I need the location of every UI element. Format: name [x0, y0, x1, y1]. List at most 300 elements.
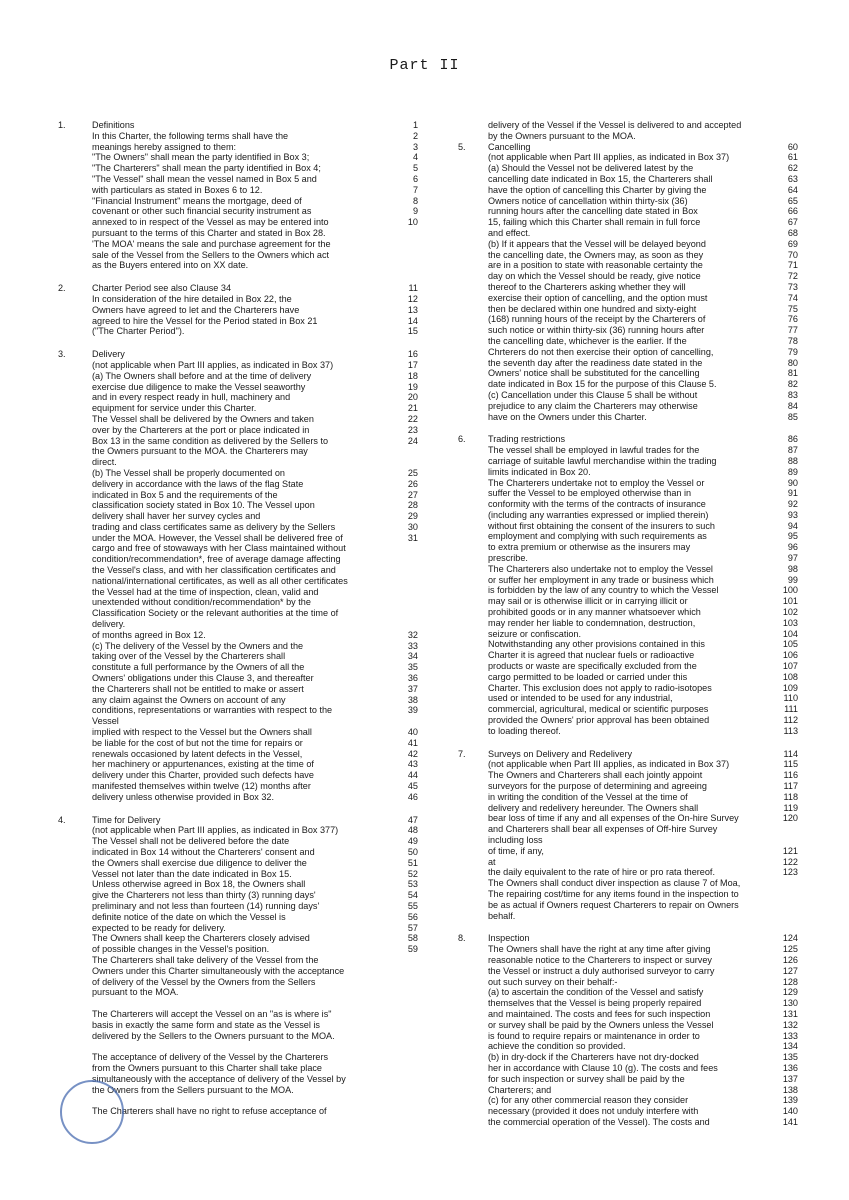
- line-number: 80: [787, 357, 798, 368]
- text-line: (a) Should the Vessel not be delivered latest by the: [488, 163, 694, 174]
- text-line: definite notice of the date on which the Vessel is: [92, 911, 286, 922]
- clause-number: 6.: [458, 434, 466, 445]
- line-number: 103: [782, 617, 798, 628]
- text-line: simultaneously with the acceptance of delivery of the Vessel by: [92, 1073, 346, 1084]
- text-line: implied with respect to the Vessel but the Owners shall: [92, 727, 312, 738]
- text-line: have the option of cancelling this Charter by giving the: [488, 184, 707, 195]
- text-line: the cancelling date, the Owners may, as soon as they: [488, 249, 704, 260]
- line-number: 14: [407, 315, 418, 326]
- page-title: Part II: [389, 57, 460, 74]
- text-line: Owners notice of cancellation within thirty-six (36): [488, 195, 688, 206]
- text-line: Owners' obligations under this Clause 3, and thereafter: [92, 673, 314, 684]
- text-line: behalf.: [488, 910, 516, 921]
- text-line: expected to be ready for delivery.: [92, 922, 226, 933]
- text-line: may sail or is otherwise illicit or in carrying illicit or: [488, 596, 688, 607]
- text-line: Chrterers do not then exercise their option of cancelling,: [488, 346, 714, 357]
- line-number: 119: [783, 802, 798, 813]
- line-number: 18: [407, 370, 418, 381]
- line-number: 69: [787, 238, 798, 249]
- text-line: is forbidden by the law of any country to which the Vessel: [488, 585, 719, 596]
- text-line: the commercial operation of the Vessel). The costs and: [488, 1116, 710, 1127]
- line-number: 90: [787, 477, 798, 488]
- text-line: equipment for service under this Charter.: [92, 403, 257, 414]
- text-line: prohibited goods or in any manner whatsoever which: [488, 607, 701, 618]
- text-line: used or intended to be used for any industrial,: [488, 693, 673, 704]
- text-line: of time, if any,: [488, 845, 544, 856]
- line-number: 102: [782, 607, 798, 618]
- text-line: thereof to the Charterers asking whether they will: [488, 281, 686, 292]
- line-number: 98: [787, 563, 798, 574]
- line-number: 108: [782, 671, 798, 682]
- line-number: [382, 260, 418, 271]
- line-number: [382, 239, 418, 250]
- line-number: [382, 619, 418, 630]
- text-line: direct.: [92, 457, 117, 468]
- clause-text: [92, 815, 382, 1117]
- line-number: 140: [782, 1106, 798, 1117]
- text-line: Owners have agreed to let and the Charterers have: [92, 304, 300, 315]
- broker-stamp: [60, 1080, 124, 1144]
- line-number: 105: [782, 639, 798, 650]
- text-line: (not applicable when Part III applies, as indicated in Box 37): [488, 152, 730, 163]
- clause-4: [58, 815, 453, 1117]
- line-number: 26: [407, 478, 418, 489]
- text-line: taking over of the Vessel by the Charterers shall: [92, 651, 286, 662]
- text-line: Box 13 in the same condition as delivered by the Sellers to: [92, 435, 329, 446]
- text-line: Delivery: [92, 349, 125, 360]
- line-number: 130: [782, 998, 798, 1009]
- line-number: [382, 554, 418, 565]
- text-line: classification society stated in Box 10. The Vessel upon: [92, 500, 315, 511]
- line-number: 62: [787, 163, 798, 174]
- text-line: the Vessel had at the time of inspection, clean, valid and: [92, 586, 319, 597]
- text-line: delivered by the Sellers to the Owners pursuant to the MOA.: [92, 1030, 335, 1041]
- text-line: agreed to hire the Vessel for the Period stated in Box 21: [92, 315, 318, 326]
- text-line: Charterers; and: [488, 1084, 552, 1095]
- line-number: 117: [783, 781, 798, 792]
- text-line: over by the Charterers at the port or place indicated in: [92, 424, 310, 435]
- left-column: [58, 120, 453, 1129]
- line-number: 101: [782, 596, 798, 607]
- text-line: (not applicable when Part III applies, as indicated in Box 377): [92, 825, 339, 836]
- text-line: Trading restrictions: [488, 434, 565, 445]
- text-line: (b) If it appears that the Vessel will be delayed beyond: [488, 238, 706, 249]
- text-line: carriage of suitable lawful merchandise within the trading: [488, 455, 717, 466]
- line-number: 41: [407, 737, 418, 748]
- line-number: 31: [407, 532, 418, 543]
- line-number: 110: [783, 693, 798, 704]
- text-line: cargo permitted to be loaded or carried under this: [488, 671, 688, 682]
- text-line: The Charterers undertake not to employ the Vessel or: [488, 477, 705, 488]
- line-number: 25: [407, 467, 418, 478]
- text-line: exercise due diligence to make the Vessel seaworthy: [92, 381, 306, 392]
- clause-2: [58, 283, 453, 337]
- text-line: the Owners from the Sellers pursuant to the MOA.: [92, 1084, 294, 1095]
- text-line: The Charterers shall take delivery of the Vessel from the: [92, 954, 319, 965]
- line-number: 29: [407, 511, 418, 522]
- line-number: 39: [407, 705, 418, 716]
- line-number: 38: [407, 694, 418, 705]
- text-line: give the Charterers not less than thirty (3) running days': [92, 890, 316, 901]
- line-number: 52: [407, 868, 418, 879]
- text-line: indicated in Box 14 without the Charterers' consent and: [92, 847, 315, 857]
- line-number: 11: [408, 283, 418, 294]
- text-line: delivery under this Charter, provided such defects have: [92, 770, 314, 781]
- text-line: conformity with the terms of the contracts of insurance: [488, 499, 706, 510]
- line-number: 122: [782, 856, 798, 867]
- text-line: Inspection: [488, 933, 530, 944]
- clause-8: [458, 933, 798, 1127]
- text-line: themselves that the Vessel is being properly repaired: [488, 998, 702, 1009]
- line-number: 33: [407, 640, 418, 651]
- line-number: 131: [782, 1008, 798, 1019]
- line-number: 2: [412, 130, 418, 141]
- text-line: The repairing cost/time for any items found in the inspection to: [488, 888, 739, 899]
- line-number: [762, 900, 798, 911]
- text-line: (not applicable when Part III applies, as indicated in Box 37): [92, 359, 334, 370]
- line-number: 134: [782, 1041, 798, 1052]
- text-line: delivery and redelivery hereunder. The Owners shall: [488, 802, 699, 813]
- clause-text: [488, 142, 762, 423]
- line-number: [382, 1085, 418, 1096]
- line-number: 106: [782, 650, 798, 661]
- text-line: unextended without condition/recommendation* by the: [92, 597, 311, 608]
- line-number: 9: [412, 206, 418, 217]
- line-number: 55: [407, 900, 418, 911]
- text-line: indicated in Box 5 and the requirements of the: [92, 489, 278, 500]
- line-number: 123: [782, 867, 798, 878]
- line-number: 1: [412, 120, 418, 130]
- text-line: the Owners shall exercise due diligence to deliver the: [92, 857, 307, 868]
- clause-text: [92, 349, 382, 802]
- line-number: 13: [407, 304, 418, 315]
- line-numbers: [382, 283, 418, 337]
- line-number: [382, 457, 418, 468]
- text-line: [92, 1041, 382, 1052]
- text-line: pursuant to the MOA.: [92, 987, 179, 998]
- line-numbers: [382, 349, 418, 802]
- text-line: or suffer her employment in any trade or business which: [488, 574, 714, 585]
- text-line: surveyors for the purpose of determining and agreeing: [488, 781, 707, 792]
- line-number: [382, 1031, 418, 1042]
- text-line: day on which the Vessel should be ready, give notice: [488, 271, 701, 282]
- text-line: Owners' notice shall be substituted for the cancelling: [488, 368, 700, 379]
- line-number: 24: [407, 435, 418, 446]
- line-number: 137: [782, 1073, 798, 1084]
- text-line: to loading thereof.: [488, 725, 561, 736]
- text-line: the Vessel or instruct a duly authorised surveyor to carry: [488, 965, 715, 976]
- line-number: [762, 835, 798, 846]
- line-numbers: [762, 434, 798, 736]
- text-line: manifested themselves within twelve (12) months after: [92, 781, 311, 792]
- line-number: 139: [782, 1095, 798, 1106]
- line-number: [382, 998, 418, 1009]
- text-line: The Owners shall keep the Charterers closely advised: [92, 933, 310, 944]
- line-number: 57: [407, 922, 418, 933]
- text-line: trading and class certificates same as delivery by the Sellers: [92, 521, 336, 532]
- text-line: in writing the condition of the Vessel at the time of: [488, 791, 688, 802]
- line-number: 4: [412, 152, 418, 163]
- text-line: The Owners shall conduct diver inspection as clause 7 of Moa,: [488, 878, 741, 889]
- line-number: 75: [787, 303, 798, 314]
- line-number: 34: [407, 651, 418, 662]
- line-number: 54: [407, 890, 418, 901]
- text-line: Surveys on Delivery and Redelivery: [488, 748, 633, 759]
- text-line: delivery in accordance with the laws of the flag State: [92, 478, 304, 489]
- text-line: cargo and free of stowaways with her Class maintained without: [92, 543, 346, 554]
- line-number: 19: [407, 381, 418, 392]
- text-line: (c) The delivery of the Vessel by the Owners and the: [92, 640, 304, 651]
- line-number: 113: [783, 725, 798, 736]
- text-line: and maintained. The costs and fees for such inspection: [488, 1008, 711, 1019]
- line-number: 133: [782, 1030, 798, 1041]
- text-line: (168) running hours of the receipt by the Charterers of: [488, 314, 706, 325]
- clause-text: [488, 434, 762, 736]
- line-number: 138: [782, 1084, 798, 1095]
- clause-number: 4.: [58, 814, 66, 825]
- line-number: 135: [782, 1052, 798, 1063]
- text-line: In this Charter, the following terms shall have the: [92, 130, 289, 141]
- text-line: such notice or within thirty-six (36) running hours after: [488, 325, 705, 336]
- line-number: 132: [782, 1019, 798, 1030]
- text-line: commercial, agricultural, medical or scientific purposes: [488, 704, 709, 715]
- clause-3: [58, 349, 453, 802]
- line-number: 48: [407, 825, 418, 836]
- line-number: [382, 716, 418, 727]
- line-number: 67: [787, 217, 798, 228]
- line-number: 61: [787, 152, 798, 163]
- text-line: achieve the condition so provided.: [488, 1041, 626, 1052]
- text-line: her in accordance with Clause 10 (g). The costs and fees: [488, 1062, 718, 1073]
- line-number: [382, 597, 418, 608]
- line-number: 49: [407, 836, 418, 847]
- line-number: 79: [787, 346, 798, 357]
- clause-text: [488, 933, 762, 1127]
- text-line: The Charterers will accept the Vessel on an "as is where is": [92, 1008, 332, 1019]
- text-line: date indicated in Box 15 for the purpose of this Clause 5.: [488, 379, 717, 390]
- clause-7: [458, 749, 798, 922]
- line-number: 30: [407, 521, 418, 532]
- text-line: The vessel shall be employed in lawful trades for the: [488, 445, 700, 456]
- text-line: be liable for the cost of but not the time for repairs or: [92, 737, 303, 748]
- line-numbers: [762, 749, 798, 922]
- text-line: have on the Owners under this Charter.: [488, 411, 647, 422]
- line-number: 66: [787, 206, 798, 217]
- line-number: [382, 446, 418, 457]
- line-number: 82: [787, 379, 798, 390]
- text-line: The Vessel shall be delivered by the Owners and taken: [92, 413, 314, 424]
- text-line: ("The Charter Period").: [92, 326, 185, 337]
- text-line: The Owners and Charterers shall each jointly appoint: [488, 770, 703, 781]
- text-line: The acceptance of delivery of the Vessel by the Charterers: [92, 1052, 329, 1063]
- text-line: The Vessel shall not be delivered before the date: [92, 836, 290, 847]
- line-number: 22: [407, 413, 418, 424]
- line-number: 100: [782, 585, 798, 596]
- text-line: Vessel not later than the date indicated in Box 15.: [92, 868, 292, 879]
- line-number: 59: [407, 944, 418, 955]
- line-number: 89: [787, 466, 798, 477]
- line-number: [382, 250, 418, 261]
- line-number: [382, 1052, 418, 1063]
- line-number: 15: [407, 326, 418, 337]
- line-number: 50: [407, 847, 418, 857]
- clause-number: 1.: [58, 120, 66, 130]
- text-line: The Charterers also undertake not to employ the Vessel: [488, 563, 713, 574]
- clause-number: 2.: [58, 283, 66, 294]
- clause-1: [58, 120, 453, 271]
- line-number: [762, 889, 798, 900]
- text-line: Charter it is agreed that nuclear fuels or radioactive: [488, 650, 695, 661]
- line-number: 40: [407, 727, 418, 738]
- line-number: 60: [787, 141, 798, 152]
- text-line: to extra premium or otherwise as the insurers may: [488, 542, 691, 553]
- line-number: 81: [787, 368, 798, 379]
- text-line: renewals occasioned by latent defects in the Vessel,: [92, 748, 303, 759]
- line-number: 73: [787, 281, 798, 292]
- text-line: under the MOA. However, the Vessel shall be delivered free of: [92, 532, 343, 543]
- text-line: delivery.: [92, 619, 126, 630]
- text-line: as the Buyers entered into on XX date.: [92, 260, 249, 271]
- line-number: 83: [787, 389, 798, 400]
- text-line: the Vessel's class, and with her classification certificates and: [92, 565, 336, 576]
- line-number: 17: [407, 359, 418, 370]
- line-number: 56: [407, 911, 418, 922]
- line-number: 97: [787, 553, 798, 564]
- line-number: [762, 824, 798, 835]
- line-number: 84: [787, 400, 798, 411]
- line-number: 88: [787, 455, 798, 466]
- line-number: 21: [407, 403, 418, 414]
- line-number: 93: [787, 509, 798, 520]
- line-number: [382, 565, 418, 576]
- line-number: 141: [782, 1116, 798, 1127]
- text-line: reasonable notice to the Charterers to inspect or survey: [488, 954, 712, 965]
- text-line: limits indicated in Box 20.: [488, 466, 591, 477]
- text-line: Unless otherwise agreed in Box 18, the Owners shall: [92, 879, 306, 890]
- line-number: 111: [784, 704, 798, 715]
- line-number: 125: [782, 944, 798, 955]
- line-number: 112: [783, 715, 798, 726]
- text-line: from the Owners pursuant to this Charter shall take place: [92, 1062, 322, 1073]
- text-line: seizure or confiscation.: [488, 628, 582, 639]
- text-line: Owners under this Charter simultaneously with the acceptance: [92, 965, 345, 976]
- line-number: 99: [787, 574, 798, 585]
- text-line: the cancelling date, whichever is the earlier. If the: [488, 335, 687, 346]
- line-number: 35: [407, 662, 418, 673]
- text-line: by the Owners pursuant to the MOA.: [488, 130, 636, 141]
- line-number: 96: [787, 542, 798, 553]
- text-line: preliminary and not less than fourteen (14) running days': [92, 900, 320, 911]
- text-line: delivery of the Vessel if the Vessel is delivered to and accepted: [488, 120, 742, 130]
- text-line: be as actual if Owners request Charterers to repair on Owners: [488, 899, 739, 910]
- line-number: 6: [412, 173, 418, 184]
- line-number: [762, 878, 798, 889]
- text-line: condition/recommendation*, free of average damage affecting: [92, 554, 341, 565]
- text-line: (c) for any other commercial reason they consider: [488, 1095, 689, 1106]
- line-number: 91: [787, 488, 798, 499]
- line-number: [382, 955, 418, 966]
- line-number: 124: [782, 933, 798, 944]
- text-line: any claim against the Owners on account of any: [92, 694, 286, 705]
- text-line: employment and complying with such requirements as: [488, 531, 707, 542]
- line-number: 58: [407, 933, 418, 944]
- line-number: 70: [787, 249, 798, 260]
- text-line: her machinery or appurtenances, existing at the time of: [92, 759, 314, 770]
- line-number: 115: [783, 759, 798, 770]
- text-line: prescribe.: [488, 553, 528, 564]
- text-line: including loss: [488, 835, 543, 845]
- text-line: Classification Society or the relevant authorities at the time of: [92, 608, 339, 619]
- text-line: covenant or other such financial security instrument as: [92, 206, 312, 217]
- line-number: 109: [782, 682, 798, 693]
- line-number: 116: [783, 770, 798, 781]
- text-line: pursuant to the terms of this Charter and stated in Box 28.: [92, 227, 326, 238]
- line-number: 27: [407, 489, 418, 500]
- text-line: conditions, representations or warranties with respect to the: [92, 705, 333, 716]
- line-number: [382, 966, 418, 977]
- text-line: and effect.: [488, 227, 531, 238]
- text-line: is found to require repairs or maintenance in order to: [488, 1030, 700, 1041]
- line-number: [382, 977, 418, 988]
- text-line: meanings hereby assigned to them:: [92, 141, 237, 152]
- text-line: then be declared within one hundred and sixty-eight: [488, 303, 697, 314]
- line-number: 118: [783, 791, 798, 802]
- line-number: 23: [407, 424, 418, 435]
- line-number: 71: [787, 260, 798, 271]
- line-number: [382, 1041, 418, 1052]
- line-number: 10: [407, 217, 418, 228]
- text-line: delivery unless otherwise provided in Box 32.: [92, 791, 274, 802]
- text-line: The Owners shall have the right at any time after giving: [488, 944, 711, 955]
- clause-number: 5.: [458, 141, 466, 152]
- text-line: 'The MOA' means the sale and purchase agreement for the: [92, 238, 331, 249]
- line-number: 47: [407, 814, 418, 825]
- text-line: may render her liable to condemnation, destruction,: [488, 617, 696, 628]
- line-number: 36: [407, 673, 418, 684]
- text-line: (c) Cancellation under this Clause 5 shall be without: [488, 389, 698, 400]
- line-number: 12: [407, 293, 418, 304]
- right-column: [458, 120, 798, 1140]
- text-line: Cancelling: [488, 141, 531, 152]
- clause-text: [488, 749, 762, 922]
- line-number: 74: [787, 292, 798, 303]
- text-line: annexed to in respect of the Vessel as may be entered into: [92, 217, 329, 228]
- line-number: 87: [787, 445, 798, 456]
- text-line: national/international certificates, as well as all other certificates: [92, 575, 348, 586]
- line-number: 68: [787, 227, 798, 238]
- line-number: 72: [787, 271, 798, 282]
- text-line: and Charterers shall bear all expenses of Off-hire Survey: [488, 824, 718, 835]
- text-line: out such survey on their behalf:-: [488, 976, 618, 987]
- line-number: 46: [407, 791, 418, 802]
- line-number: 76: [787, 314, 798, 325]
- line-number: 121: [782, 845, 798, 856]
- clause-text: [92, 283, 382, 337]
- line-number: [382, 587, 418, 598]
- line-number: [382, 228, 418, 239]
- text-line: necessary (provided it does not unduly interfere with: [488, 1106, 699, 1117]
- line-number: 136: [782, 1062, 798, 1073]
- text-line: In consideration of the hire detailed in Box 22, the: [92, 293, 292, 304]
- text-line: of possible changes in the Vessel's position.: [92, 944, 270, 955]
- text-line: "The Owners" shall mean the party identified in Box 3;: [92, 152, 310, 163]
- line-number: 114: [783, 748, 798, 759]
- line-number: 5: [412, 163, 418, 174]
- text-line: delivery shall haver her survey cycles and: [92, 511, 261, 522]
- line-number: 16: [407, 349, 418, 360]
- text-line: "The Vessel" shall mean the vessel named in Box 5 and: [92, 173, 317, 184]
- text-line: [92, 1095, 382, 1106]
